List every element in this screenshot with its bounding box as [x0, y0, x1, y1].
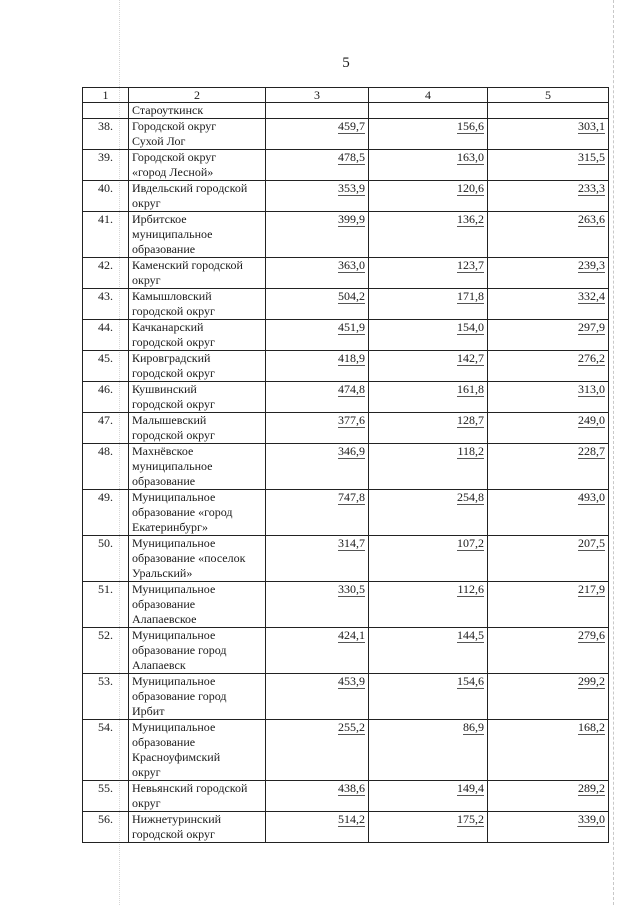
value-col-3-value: 255,2 — [338, 720, 365, 734]
municipality-name-value: Ирбитское муниципальное образование — [132, 212, 213, 256]
value-col-4-value: 154,6 — [457, 674, 484, 688]
value-col-4-value: 171,8 — [457, 289, 484, 303]
value-col-5-value: 339,0 — [578, 812, 605, 826]
table-row — [83, 812, 609, 843]
continuation-row — [83, 103, 609, 119]
value-col-5-value: 217,9 — [578, 582, 605, 596]
row-number: 50. — [83, 536, 129, 582]
value-col-4 — [369, 720, 488, 781]
municipality-name — [129, 781, 266, 812]
value-col-4-value: 161,8 — [457, 382, 484, 396]
value-col-4 — [369, 812, 488, 843]
municipality-name-value: Кушвинский городской округ — [132, 382, 215, 411]
header-col-2: 2 — [129, 88, 266, 103]
value-col-4 — [369, 781, 488, 812]
value-col-4-value: 156,6 — [457, 119, 484, 133]
value-col-5 — [488, 150, 609, 181]
value-col-3 — [266, 490, 369, 536]
table-row — [83, 582, 609, 628]
row-number: 43. — [83, 289, 129, 320]
value-col-4-value: 112,6 — [457, 582, 484, 596]
value-col-3-value: 330,5 — [338, 582, 365, 596]
row-number: 55. — [83, 781, 129, 812]
value-col-5-value: 263,6 — [578, 212, 605, 226]
table-row — [83, 212, 609, 258]
value-col-5 — [488, 536, 609, 582]
value-col-4-value: 149,4 — [457, 781, 484, 795]
value-col-3 — [266, 119, 369, 150]
row-number: 49. — [83, 490, 129, 536]
value-col-4 — [369, 444, 488, 490]
value-col-3 — [266, 536, 369, 582]
value-col-3-value: 377,6 — [338, 413, 365, 427]
municipality-name-value: Малышевский городской округ — [132, 413, 215, 442]
continuation-num — [83, 103, 129, 119]
header-col-5: 5 — [488, 88, 609, 103]
value-col-3-value: 514,2 — [338, 812, 365, 826]
value-col-4-value: 86,9 — [463, 720, 484, 734]
table-row — [83, 413, 609, 444]
value-col-4-value: 175,2 — [457, 812, 484, 826]
value-col-3 — [266, 413, 369, 444]
row-number: 52. — [83, 628, 129, 674]
value-col-4-value: 107,2 — [457, 536, 484, 550]
value-col-3-value: 399,9 — [338, 212, 365, 226]
table-row — [83, 351, 609, 382]
value-col-4 — [369, 258, 488, 289]
header-col-3: 3 — [266, 88, 369, 103]
value-col-4 — [369, 674, 488, 720]
value-col-4 — [369, 382, 488, 413]
value-col-5 — [488, 628, 609, 674]
municipality-name-value: Муниципальное образование город Алапаевск — [132, 628, 227, 672]
row-number: 48. — [83, 444, 129, 490]
value-col-5-value: 228,7 — [578, 444, 605, 458]
value-col-5-value: 315,5 — [578, 150, 605, 164]
value-col-5-value: 289,2 — [578, 781, 605, 795]
municipality-name-value: Ивдельский городской округ — [132, 181, 248, 210]
municipality-name-value: Муниципальное образование город Ирбит — [132, 674, 227, 718]
value-col-3 — [266, 582, 369, 628]
municipality-name — [129, 812, 266, 843]
table-row — [83, 781, 609, 812]
value-col-5 — [488, 212, 609, 258]
municipality-name-value: Муниципальное образование «поселок Уральский» — [132, 536, 246, 580]
value-col-3-value: 363,0 — [338, 258, 365, 272]
value-col-5 — [488, 444, 609, 490]
value-col-5 — [488, 413, 609, 444]
table-row — [83, 674, 609, 720]
municipality-name — [129, 212, 266, 258]
value-col-4 — [369, 628, 488, 674]
table-row — [83, 258, 609, 289]
value-col-4 — [369, 413, 488, 444]
municipality-name — [129, 444, 266, 490]
value-col-5-value: 207,5 — [578, 536, 605, 550]
municipality-name — [129, 536, 266, 582]
municipality-name — [129, 181, 266, 212]
table-row — [83, 150, 609, 181]
row-number: 40. — [83, 181, 129, 212]
value-col-3-value: 747,8 — [338, 490, 365, 504]
value-col-3-value: 353,9 — [338, 181, 365, 195]
municipality-name-value: Городской округ «город Лесной» — [132, 150, 217, 179]
value-col-4 — [369, 119, 488, 150]
value-col-3-value: 478,5 — [338, 150, 365, 164]
value-col-3-value: 453,9 — [338, 674, 365, 688]
value-col-5-value: 313,0 — [578, 382, 605, 396]
value-col-3 — [266, 812, 369, 843]
value-col-5-value: 303,1 — [578, 119, 605, 133]
value-col-5 — [488, 351, 609, 382]
municipality-name-value: Муниципальное образование Алапаевское — [132, 582, 216, 626]
value-col-4-value: 128,7 — [457, 413, 484, 427]
row-number: 38. — [83, 119, 129, 150]
value-col-5-value: 239,3 — [578, 258, 605, 272]
value-col-5 — [488, 289, 609, 320]
value-col-5 — [488, 382, 609, 413]
table-row — [83, 289, 609, 320]
row-number: 56. — [83, 812, 129, 843]
municipality-name — [129, 289, 266, 320]
value-col-3-value: 418,9 — [338, 351, 365, 365]
row-number: 47. — [83, 413, 129, 444]
table-row — [83, 119, 609, 150]
value-col-4 — [369, 582, 488, 628]
header-col-1: 1 — [83, 88, 129, 103]
value-col-3-value: 314,7 — [338, 536, 365, 550]
table-row — [83, 320, 609, 351]
value-col-4 — [369, 150, 488, 181]
municipality-name-value: Нижнетуринский городской округ — [132, 812, 222, 841]
value-col-3-value: 451,9 — [338, 320, 365, 334]
value-col-3-value: 424,1 — [338, 628, 365, 642]
value-col-4-value: 136,2 — [457, 212, 484, 226]
municipality-name-value: Кировградский городской округ — [132, 351, 215, 380]
value-col-3 — [266, 781, 369, 812]
municipality-name-value: Каменский городской округ — [132, 258, 243, 287]
municipality-name — [129, 119, 266, 150]
municipality-name — [129, 582, 266, 628]
value-col-5 — [488, 582, 609, 628]
municipality-name-value: Махнёвское муниципальное образование — [132, 444, 213, 488]
value-col-5 — [488, 181, 609, 212]
municipality-name-value: Качканарский городской округ — [132, 320, 215, 349]
row-number: 39. — [83, 150, 129, 181]
value-col-5-value: 493,0 — [578, 490, 605, 504]
municipality-name — [129, 720, 266, 781]
table-row — [83, 444, 609, 490]
value-col-4 — [369, 289, 488, 320]
budget-table — [82, 87, 609, 843]
municipality-name — [129, 413, 266, 444]
value-col-3-value: 346,9 — [338, 444, 365, 458]
value-col-5-value: 168,2 — [578, 720, 605, 734]
municipality-name-value: Городской округ Сухой Лог — [132, 119, 217, 148]
value-col-3 — [266, 258, 369, 289]
value-col-3-value: 438,6 — [338, 781, 365, 795]
value-col-5 — [488, 781, 609, 812]
value-col-4 — [369, 490, 488, 536]
municipality-name-value: Муниципальное образование «город Екатеринбург» — [132, 490, 233, 534]
value-col-5-value: 297,9 — [578, 320, 605, 334]
value-col-4 — [369, 181, 488, 212]
value-col-4-value: 163,0 — [457, 150, 484, 164]
value-col-3 — [266, 289, 369, 320]
table-row — [83, 720, 609, 781]
table-row — [83, 536, 609, 582]
value-col-3-value: 504,2 — [338, 289, 365, 303]
value-col-3 — [266, 320, 369, 351]
header-col-4: 4 — [369, 88, 488, 103]
value-col-3 — [266, 351, 369, 382]
value-col-4 — [369, 212, 488, 258]
value-col-5-value: 276,2 — [578, 351, 605, 365]
value-col-3 — [266, 444, 369, 490]
value-col-5-value: 332,4 — [578, 289, 605, 303]
value-col-3 — [266, 720, 369, 781]
header-row — [83, 88, 609, 103]
table-row — [83, 181, 609, 212]
value-col-4-value: 123,7 — [457, 258, 484, 272]
table-row — [83, 490, 609, 536]
value-col-4-value: 254,8 — [457, 490, 484, 504]
municipality-name — [129, 674, 266, 720]
scan-edge-line — [613, 0, 614, 905]
value-col-4-value: 154,0 — [457, 320, 484, 334]
value-col-3-value: 474,8 — [338, 382, 365, 396]
municipality-name — [129, 258, 266, 289]
row-number: 53. — [83, 674, 129, 720]
row-number: 41. — [83, 212, 129, 258]
municipality-name-value: Камышловский городской округ — [132, 289, 215, 318]
value-col-5 — [488, 119, 609, 150]
value-col-5-value: 233,3 — [578, 181, 605, 195]
municipality-name — [129, 490, 266, 536]
table-row — [83, 628, 609, 674]
municipality-name — [129, 150, 266, 181]
value-col-4-value: 144,5 — [457, 628, 484, 642]
value-col-5-value: 279,6 — [578, 628, 605, 642]
value-col-4 — [369, 351, 488, 382]
page-number: 5 — [342, 55, 350, 71]
value-col-3 — [266, 674, 369, 720]
value-col-3 — [266, 181, 369, 212]
value-col-4-value: 118,2 — [457, 444, 484, 458]
value-col-3 — [266, 628, 369, 674]
value-col-5-value: 299,2 — [578, 674, 605, 688]
municipality-name-value: Муниципальное образование Красноуфимский округ — [132, 720, 221, 779]
municipality-name-value: Невьянский городской округ — [132, 781, 248, 810]
value-col-3 — [266, 150, 369, 181]
value-col-5 — [488, 720, 609, 781]
value-col-3 — [266, 382, 369, 413]
value-col-5 — [488, 674, 609, 720]
row-number: 44. — [83, 320, 129, 351]
municipality-name — [129, 382, 266, 413]
row-number: 45. — [83, 351, 129, 382]
municipality-name — [129, 351, 266, 382]
value-col-3 — [266, 212, 369, 258]
value-col-4 — [369, 536, 488, 582]
value-col-4 — [369, 320, 488, 351]
value-col-5-value: 249,0 — [578, 413, 605, 427]
value-col-5 — [488, 812, 609, 843]
value-col-5 — [488, 320, 609, 351]
value-col-4-value: 142,7 — [457, 351, 484, 365]
value-col-4-value: 120,6 — [457, 181, 484, 195]
row-number: 54. — [83, 720, 129, 781]
row-number: 51. — [83, 582, 129, 628]
value-col-3-value: 459,7 — [338, 119, 365, 133]
value-col-5 — [488, 258, 609, 289]
row-number: 46. — [83, 382, 129, 413]
table-row — [83, 382, 609, 413]
value-col-5 — [488, 490, 609, 536]
municipality-name — [129, 320, 266, 351]
municipality-name — [129, 628, 266, 674]
continuation-name: Староуткинск — [129, 103, 266, 119]
row-number: 42. — [83, 258, 129, 289]
